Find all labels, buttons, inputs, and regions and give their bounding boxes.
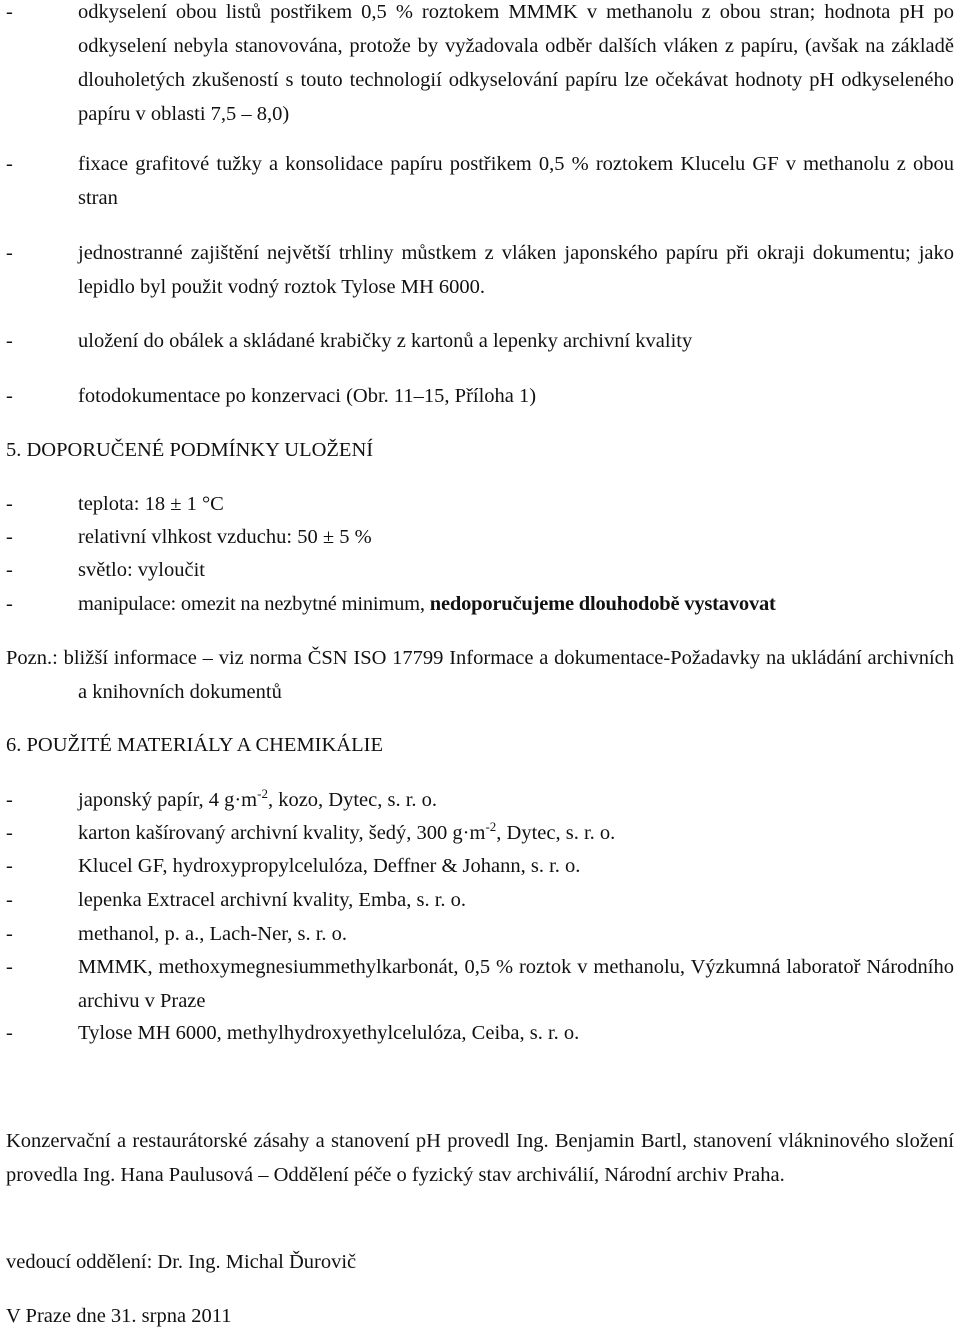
handling-warning: nedoporučujeme dlouhodobě vystavovat bbox=[429, 593, 776, 615]
credits-paragraph: Konzervační a restaurátorské zásahy a stanovení pH provedl Ing. Benjamin Bartl, stanovení vlákninového složení provedla Ing. Hana Paulusová – Oddělení péče o fyzický stav archiválií, Národní archiv Praha. bbox=[6, 1130, 954, 1186]
exponent: -2 bbox=[257, 786, 268, 801]
list-item-text: relativní vlhkost vzduchu: 50 ± 5 % bbox=[78, 526, 372, 548]
list-dash: - bbox=[6, 153, 13, 175]
list-item-tylose bbox=[6, 1016, 954, 1050]
list-dash: - bbox=[6, 559, 13, 581]
list-item-text: odkyselení obou listů postřikem 0,5 % roztokem MMMK v methanolu z obou stran; hodnota pH po odkyselení nebyla stanovována, protože by vyžadovala odběr dalších vláken z papíru, (avšak na základě dlouholetých zkušeností s touto technologií odkyselování papíru lze očekávat hodnoty pH odkyseleného papíru v oblasti 7,5 – 8,0) bbox=[78, 1, 954, 125]
note-label: Pozn. bbox=[6, 647, 53, 669]
list-dash: - bbox=[6, 330, 13, 352]
list-dash: - bbox=[6, 789, 13, 811]
list-item-light bbox=[6, 553, 954, 587]
handling-text: manipulace: omezit na nezbytné minimum, bbox=[78, 593, 430, 615]
list-item-klucel bbox=[6, 849, 954, 883]
list-item-text: Klucel GF, hydroxypropylcelulóza, Deffner & Johann, s. r. o. bbox=[78, 855, 581, 877]
list-dash: - bbox=[6, 889, 13, 911]
list-item-fixation bbox=[6, 147, 954, 215]
list-item-crack-repair bbox=[6, 236, 954, 304]
material-supplier: , kozo, Dytec, s. r. o. bbox=[267, 789, 438, 811]
material-name: japonský papír, 4 g·m bbox=[78, 789, 258, 811]
exponent: -2 bbox=[485, 819, 497, 834]
department-head: vedoucí oddělení: Dr. Ing. Michal Ďurovič bbox=[6, 1251, 357, 1273]
list-item-temperature bbox=[6, 487, 954, 521]
list-item-japanese-paper bbox=[6, 783, 954, 817]
section-5-heading: 5. DOPORUČENÉ PODMÍNKY ULOŽENÍ bbox=[6, 439, 374, 461]
list-dash: - bbox=[6, 385, 13, 407]
list-dash: - bbox=[6, 493, 13, 515]
list-item-mmmk bbox=[6, 950, 954, 1018]
list-item-cardboard bbox=[6, 816, 954, 850]
list-item-text: uložení do obálek a skládané krabičky z kartonů a lepenky archivní kvality bbox=[78, 330, 693, 352]
list-item-handling bbox=[6, 587, 954, 621]
list-item-text: fixace grafitové tužky a konsolidace papíru postřikem 0,5 % roztokem Klucelu GF v methanolu z obou stran bbox=[78, 153, 954, 209]
list-item-photodoc bbox=[6, 379, 954, 413]
list-item-text: Tylose MH 6000, methylhydroxyethylcelulóza, Ceiba, s. r. o. bbox=[78, 1022, 580, 1044]
list-item-text: methanol, p. a., Lach-Ner, s. r. o. bbox=[78, 923, 348, 945]
note-text: : bližší informace – viz norma ČSN ISO 17799 Informace a dokumentace-Požadavky na ukládání archivních a knihovních dokumentů bbox=[52, 647, 954, 703]
list-item-methanol bbox=[6, 917, 954, 951]
list-item-text: jednostranné zajištění největší trhliny můstkem z vláken japonského papíru při okraji dokumentu; jako lepidlo byl použit vodný roztok Tylose MH 6000. bbox=[78, 242, 954, 298]
list-item-text: lepenka Extracel archivní kvality, Emba, s. r. o. bbox=[78, 889, 467, 911]
list-item-text: MMMK, methoxymegnesiummethylkarbonát, 0,5 % roztok v methanolu, Výzkumná laboratoř Národního archivu v Praze bbox=[78, 956, 954, 1012]
list-dash: - bbox=[6, 593, 13, 615]
list-item-extracel bbox=[6, 883, 954, 917]
list-item-text: fotodokumentace po konzervaci (Obr. 11–15, Příloha 1) bbox=[78, 385, 537, 407]
list-item-text bbox=[78, 783, 954, 817]
list-dash: - bbox=[6, 822, 13, 844]
list-item-text bbox=[78, 816, 954, 850]
list-dash: - bbox=[6, 1022, 13, 1044]
list-dash: - bbox=[6, 855, 13, 877]
list-item-text: teplota: 18 ± 1 °C bbox=[78, 493, 224, 515]
section-6-heading: 6. POUŽITÉ MATERIÁLY A CHEMIKÁLIE bbox=[6, 734, 383, 756]
list-item-humidity bbox=[6, 520, 954, 554]
list-item-storage bbox=[6, 324, 954, 358]
material-supplier: , Dytec, s. r. o. bbox=[496, 822, 616, 844]
list-dash: - bbox=[6, 1, 13, 23]
list-dash: - bbox=[6, 923, 13, 945]
place-date: V Praze dne 31. srpna 2011 bbox=[6, 1305, 232, 1327]
list-item-text: světlo: vyloučit bbox=[78, 559, 205, 581]
list-dash: - bbox=[6, 526, 13, 548]
list-dash: - bbox=[6, 242, 13, 264]
material-name: karton kašírovaný archivní kvality, šedý, 300 g·m bbox=[78, 822, 486, 844]
list-item-text bbox=[78, 587, 954, 621]
list-item-deacidification bbox=[6, 0, 954, 131]
note-paragraph bbox=[6, 641, 954, 709]
list-dash: - bbox=[6, 956, 13, 978]
